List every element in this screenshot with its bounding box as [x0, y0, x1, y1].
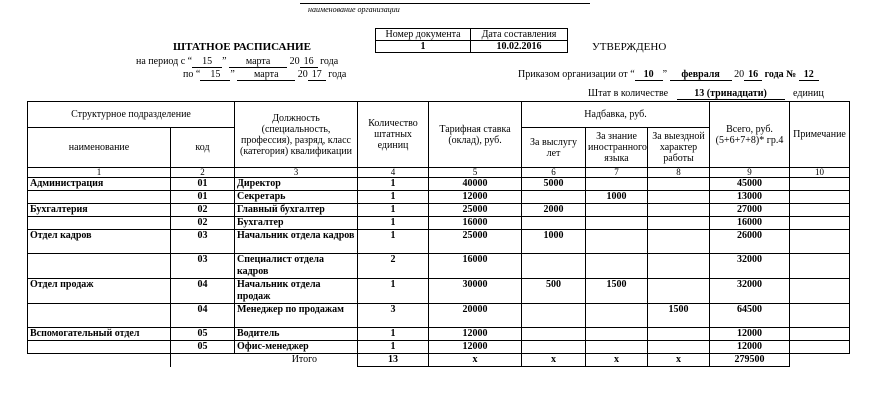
seniority-cell: [522, 304, 586, 328]
table-row: [28, 204, 850, 217]
travel-cell: [648, 217, 710, 230]
period-from-year-word: года: [320, 56, 339, 67]
note-cell: [790, 254, 850, 279]
table-row: [28, 341, 850, 354]
position-cell: Начальник отдела кадров: [235, 230, 358, 254]
position-cell: Офис-менеджер: [235, 341, 358, 354]
total-cell: 32000: [710, 279, 790, 304]
note-cell: [790, 341, 850, 354]
order-day: 10: [635, 69, 663, 81]
language-cell: [586, 328, 648, 341]
table-row: [28, 254, 850, 279]
count-cell: 2: [358, 254, 429, 279]
language-cell: [586, 230, 648, 254]
travel-cell: [648, 230, 710, 254]
dept-cell: Отдел продаж: [28, 279, 171, 304]
count-cell: 1: [358, 178, 429, 191]
doc-date-header: Дата составления: [471, 29, 568, 41]
period-from-label: на период с: [136, 56, 186, 67]
seniority-cell: [522, 191, 586, 204]
code-cell: 03: [171, 254, 235, 279]
period-from-year: 16: [300, 56, 318, 68]
total-seniority: x: [522, 354, 586, 367]
approved-label: УТВЕРЖДЕНО: [592, 41, 667, 53]
org-caption: наименование организации: [308, 5, 400, 14]
total-cell: 16000: [710, 217, 790, 230]
language-cell: [586, 217, 648, 230]
language-cell: 1500: [586, 279, 648, 304]
count-cell: 3: [358, 304, 429, 328]
staff-unit: единиц: [793, 88, 824, 99]
code-cell: 02: [171, 217, 235, 230]
dept-cell: [28, 341, 171, 354]
dept-cell: Бухгалтерия: [28, 204, 171, 217]
travel-cell: [648, 191, 710, 204]
language-cell: [586, 341, 648, 354]
seniority-cell: 5000: [522, 178, 586, 191]
table-row: [28, 230, 850, 254]
header-struct: Структурное подразделение: [28, 102, 235, 128]
code-cell: 05: [171, 328, 235, 341]
period-to-day: 15: [200, 69, 230, 81]
position-cell: Секретарь: [235, 191, 358, 204]
period-from-month: марта: [229, 56, 287, 68]
table-row: [28, 279, 850, 304]
code-cell: 04: [171, 279, 235, 304]
rate-cell: 20000: [429, 304, 522, 328]
note-cell: [790, 230, 850, 254]
doc-number-value: 1: [376, 41, 471, 53]
col-number: 5: [429, 168, 522, 178]
total-cell: 32000: [710, 254, 790, 279]
language-cell: 1000: [586, 191, 648, 204]
travel-cell: [648, 254, 710, 279]
rate-cell: 25000: [429, 230, 522, 254]
org-name-line: [300, 0, 590, 4]
seniority-cell: [522, 341, 586, 354]
period-from-year-prefix: 20: [289, 56, 300, 67]
col-number: 3: [235, 168, 358, 178]
order-line: Приказом организации от “ 10 ” февраля 20 16 года № 12: [518, 69, 819, 81]
count-cell: 1: [358, 230, 429, 254]
period-to-year: 17: [308, 69, 326, 81]
table-row: [28, 304, 850, 328]
travel-cell: [648, 178, 710, 191]
dept-cell: [28, 304, 171, 328]
col-number: 9: [710, 168, 790, 178]
header-allow-language: За знание иностранного языка: [586, 128, 648, 168]
total-cell: 26000: [710, 230, 790, 254]
doc-date-value: 10.02.2016: [471, 41, 568, 53]
seniority-cell: [522, 328, 586, 341]
code-cell: 01: [171, 191, 235, 204]
header-allow-seniority: За выслугу лет: [522, 128, 586, 168]
col-number: 1: [28, 168, 171, 178]
total-travel: x: [648, 354, 710, 367]
rate-cell: 12000: [429, 341, 522, 354]
total-cell: 12000: [710, 328, 790, 341]
col-number: 2: [171, 168, 235, 178]
total-cell: 27000: [710, 204, 790, 217]
note-cell: [790, 178, 850, 191]
period-to-month: марта: [237, 69, 295, 81]
language-cell: [586, 204, 648, 217]
code-cell: 01: [171, 178, 235, 191]
code-cell: 04: [171, 304, 235, 328]
travel-cell: [648, 341, 710, 354]
header-count: Количество штатных единиц: [358, 102, 429, 168]
order-number: 12: [799, 69, 819, 81]
code-cell: 02: [171, 204, 235, 217]
code-cell: 03: [171, 230, 235, 254]
position-cell: Специалист отдела кадров: [235, 254, 358, 279]
order-year: 16: [744, 69, 762, 81]
total-cell: 64500: [710, 304, 790, 328]
header-position: Должность (специальность, профессия), разряд, класс (категория) квалификации: [235, 102, 358, 168]
header-struct-code: код: [171, 128, 235, 168]
dept-cell: Отдел кадров: [28, 230, 171, 254]
note-cell: [790, 328, 850, 341]
order-year-prefix: 20: [734, 69, 745, 80]
position-cell: Главный бухгалтер: [235, 204, 358, 217]
position-cell: Начальник отдела продаж: [235, 279, 358, 304]
header-allowance: Надбавка, руб.: [522, 102, 710, 128]
count-cell: 1: [358, 204, 429, 217]
col-number: 4: [358, 168, 429, 178]
note-cell: [790, 279, 850, 304]
header-total: Всего, руб. (5+6+7+8)* гр.4: [710, 102, 790, 168]
rate-cell: 40000: [429, 178, 522, 191]
language-cell: [586, 178, 648, 191]
travel-cell: [648, 204, 710, 217]
header-rate: Тарифная ставка (оклад), руб.: [429, 102, 522, 168]
rate-cell: 12000: [429, 328, 522, 341]
rate-cell: 25000: [429, 204, 522, 217]
period-to-label: по: [183, 69, 194, 80]
col-number: 8: [648, 168, 710, 178]
position-cell: Директор: [235, 178, 358, 191]
period-to-year-prefix: 20: [297, 69, 308, 80]
table-row: [28, 178, 850, 191]
doc-info-box: [375, 28, 568, 53]
language-cell: [586, 254, 648, 279]
staff-value: 13 (тринадцати): [677, 88, 785, 100]
total-cell: 12000: [710, 341, 790, 354]
total-cell: 45000: [710, 178, 790, 191]
total-cell: 13000: [710, 191, 790, 204]
dept-cell: [28, 191, 171, 204]
header-allow-travel: За выездной характер работы: [648, 128, 710, 168]
total-row: [28, 354, 850, 367]
dept-cell: [28, 254, 171, 279]
seniority-cell: [522, 254, 586, 279]
count-cell: 1: [358, 341, 429, 354]
header-note: Примечание: [790, 102, 850, 168]
col-number: 6: [522, 168, 586, 178]
seniority-cell: 1000: [522, 230, 586, 254]
total-label: Итого: [171, 354, 358, 367]
count-cell: 1: [358, 191, 429, 204]
dept-cell: Администрация: [28, 178, 171, 191]
note-cell: [790, 204, 850, 217]
position-cell: Менеджер по продажам: [235, 304, 358, 328]
staff-label: Штат в количестве: [588, 88, 669, 99]
rate-cell: 30000: [429, 279, 522, 304]
seniority-cell: 2000: [522, 204, 586, 217]
total-sum: 279500: [710, 354, 790, 367]
seniority-cell: [522, 217, 586, 230]
header-struct-name: наименование: [28, 128, 171, 168]
note-cell: [790, 217, 850, 230]
staff-line: [588, 88, 824, 100]
period-from-day: 15: [192, 56, 222, 68]
order-label: Приказом организации от: [518, 69, 628, 80]
col-number: 7: [586, 168, 648, 178]
total-rate: x: [429, 354, 522, 367]
rate-cell: 16000: [429, 254, 522, 279]
rate-cell: 12000: [429, 191, 522, 204]
page-title: ШТАТНОЕ РАСПИСАНИЕ: [173, 41, 311, 53]
travel-cell: [648, 279, 710, 304]
order-year-word: года №: [764, 69, 797, 80]
period-to-year-word: года: [328, 69, 347, 80]
count-cell: 1: [358, 328, 429, 341]
total-language: x: [586, 354, 648, 367]
dept-cell: [28, 217, 171, 230]
travel-cell: [648, 328, 710, 341]
table-row: [28, 191, 850, 204]
dept-cell: Вспомогательный отдел: [28, 328, 171, 341]
note-cell: [790, 304, 850, 328]
staff-table: [27, 101, 850, 367]
position-cell: Бухгалтер: [235, 217, 358, 230]
travel-cell: 1500: [648, 304, 710, 328]
note-cell: [790, 191, 850, 204]
total-count: 13: [358, 354, 429, 367]
code-cell: 05: [171, 341, 235, 354]
language-cell: [586, 304, 648, 328]
table-row: [28, 217, 850, 230]
seniority-cell: 500: [522, 279, 586, 304]
count-cell: 1: [358, 217, 429, 230]
period-to: по “ 15 ” марта 20 17 года: [183, 69, 347, 80]
col-number: 10: [790, 168, 850, 178]
order-month: февраля: [670, 69, 732, 81]
table-row: [28, 328, 850, 341]
rate-cell: 16000: [429, 217, 522, 230]
period-from: на период с “ 15 ” марта 20 16 года: [136, 56, 339, 67]
position-cell: Водитель: [235, 328, 358, 341]
doc-number-header: Номер документа: [376, 29, 471, 41]
count-cell: 1: [358, 279, 429, 304]
